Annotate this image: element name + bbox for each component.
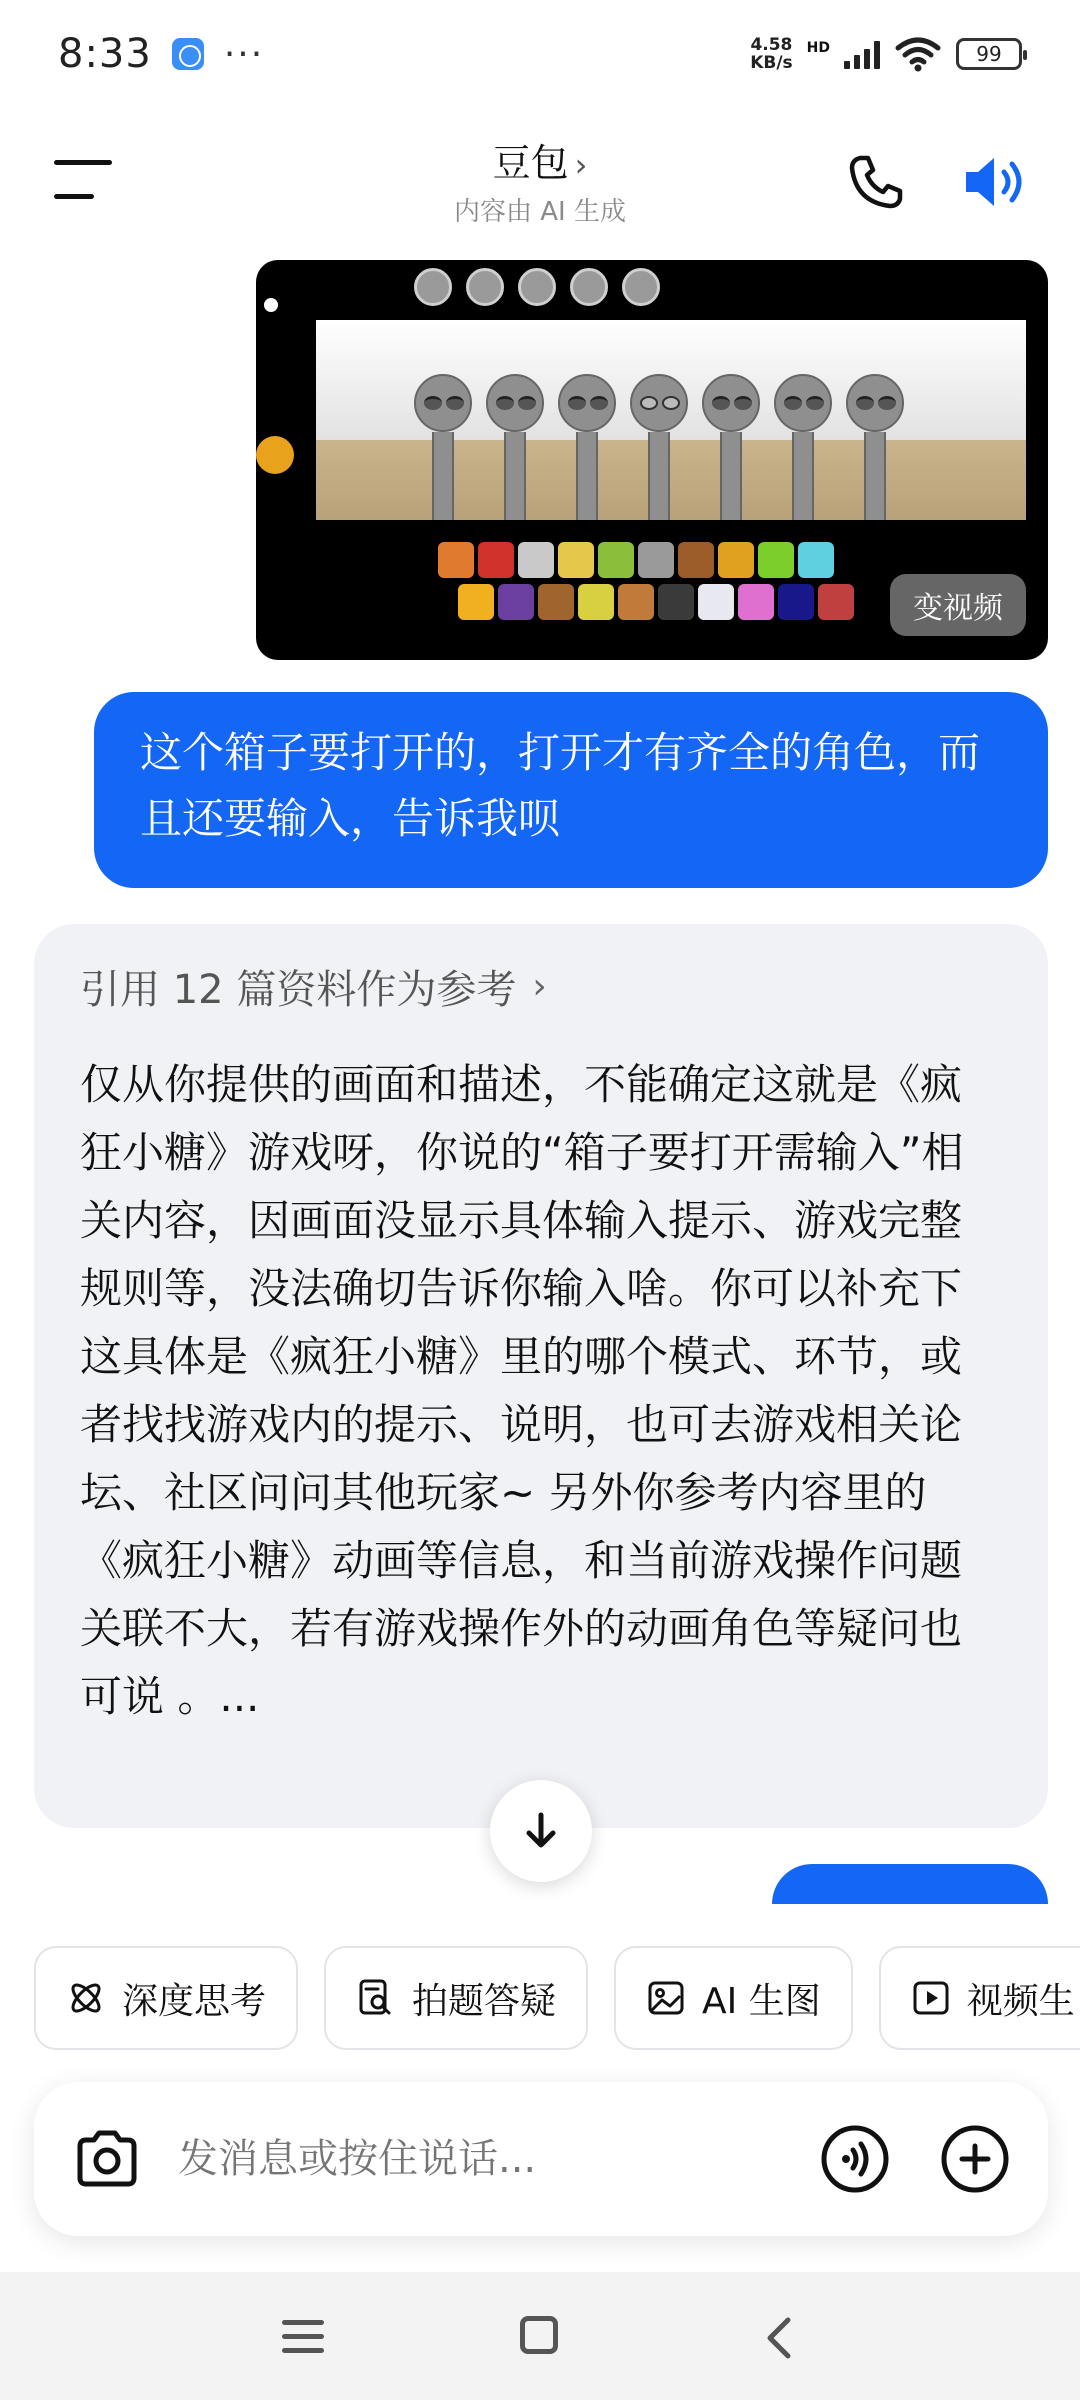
play-icon	[911, 1978, 951, 2018]
camera-icon[interactable]	[72, 2124, 142, 2194]
battery-icon: 99	[956, 38, 1022, 70]
voice-input-icon[interactable]	[820, 2124, 890, 2194]
references-label: 引用 12 篇资料作为参考	[80, 967, 517, 1013]
chip-ai-image[interactable]	[614, 1946, 853, 2050]
hd-label: HD	[806, 40, 830, 56]
globe-app-icon	[172, 38, 204, 70]
chip-video[interactable]	[879, 1946, 1080, 2050]
status-bar	[0, 0, 1080, 108]
phone-icon[interactable]	[846, 152, 906, 212]
chip-label: 拍题答疑	[412, 1980, 557, 2022]
chip-label: 视频生	[966, 1980, 1075, 2022]
atom-icon	[66, 1978, 106, 2018]
back-icon[interactable]	[760, 2316, 800, 2360]
ai-message-text: 仅从你提供的画面和描述，不能确定这就是《疯狂小糖》游戏呀，你说的“箱子要打开需输入”相关内容，因画面没显示具体输入提示、游戏完整规则等，没法确切告诉你输入啥。你可以补充下这具体是《疯狂小糖》里的哪个模式、环节，或者找找游戏内的提示、说明，也可去游戏相关论坛、社区问问其他玩家~ 另外你参考内容里的《疯狂小糖》动画等信息，和当前游戏操作问题关联不大，若有游戏操作外的动画角色等疑问也可说 。...	[80, 1060, 964, 1721]
side-dot	[264, 298, 278, 312]
message-input-bar	[34, 2082, 1048, 2236]
to-video-button[interactable]: 变视频	[890, 574, 1026, 636]
chevron-right-icon: ›	[532, 966, 547, 1007]
search-doc-icon	[356, 1978, 396, 2018]
next-user-message-peek	[772, 1864, 1048, 1904]
chat-title-area[interactable]	[0, 132, 1080, 228]
game-scene	[316, 320, 1026, 520]
plus-icon[interactable]	[940, 2124, 1010, 2194]
home-icon[interactable]	[520, 2316, 558, 2354]
ai-generated-notice: 内容由 AI 生成	[454, 197, 626, 227]
chat-title-text: 豆包	[492, 141, 569, 185]
network-speed	[750, 36, 792, 72]
arrow-down-icon	[519, 1809, 563, 1853]
quick-actions	[34, 1946, 1080, 2050]
scroll-down-button[interactable]	[490, 1780, 592, 1882]
user-message: 这个箱子要打开的，打开才有齐全的角色，而且还要输入，告诉我呗	[94, 692, 1048, 888]
speaker-icon[interactable]	[960, 152, 1032, 212]
game-sound-icons	[438, 542, 878, 626]
chip-photo-question[interactable]	[324, 1946, 588, 2050]
recent-apps-icon[interactable]	[282, 2320, 324, 2356]
game-top-icons	[414, 268, 660, 306]
ai-message	[34, 924, 1048, 1828]
more-notifications-icon: ···	[223, 33, 265, 75]
network-speed-unit: KB/s	[750, 53, 793, 73]
message-input[interactable]	[178, 2136, 738, 2182]
chevron-right-icon: ›	[574, 146, 588, 184]
wifi-icon	[894, 36, 942, 72]
chip-label: AI 生图	[702, 1980, 821, 2022]
coin-icon	[256, 436, 294, 474]
system-nav-bar	[0, 2272, 1080, 2400]
network-speed-value: 4.58	[750, 35, 793, 55]
references-link[interactable]	[80, 958, 1002, 1015]
chip-label: 深度思考	[122, 1980, 267, 2022]
chat-header	[0, 108, 1080, 258]
chip-deep-think[interactable]	[34, 1946, 298, 2050]
image-icon	[646, 1978, 686, 2018]
chat-title[interactable]	[0, 132, 1080, 187]
signal-icon	[844, 39, 880, 69]
status-time: 8:33	[58, 31, 152, 77]
image-message[interactable]	[256, 260, 1048, 660]
